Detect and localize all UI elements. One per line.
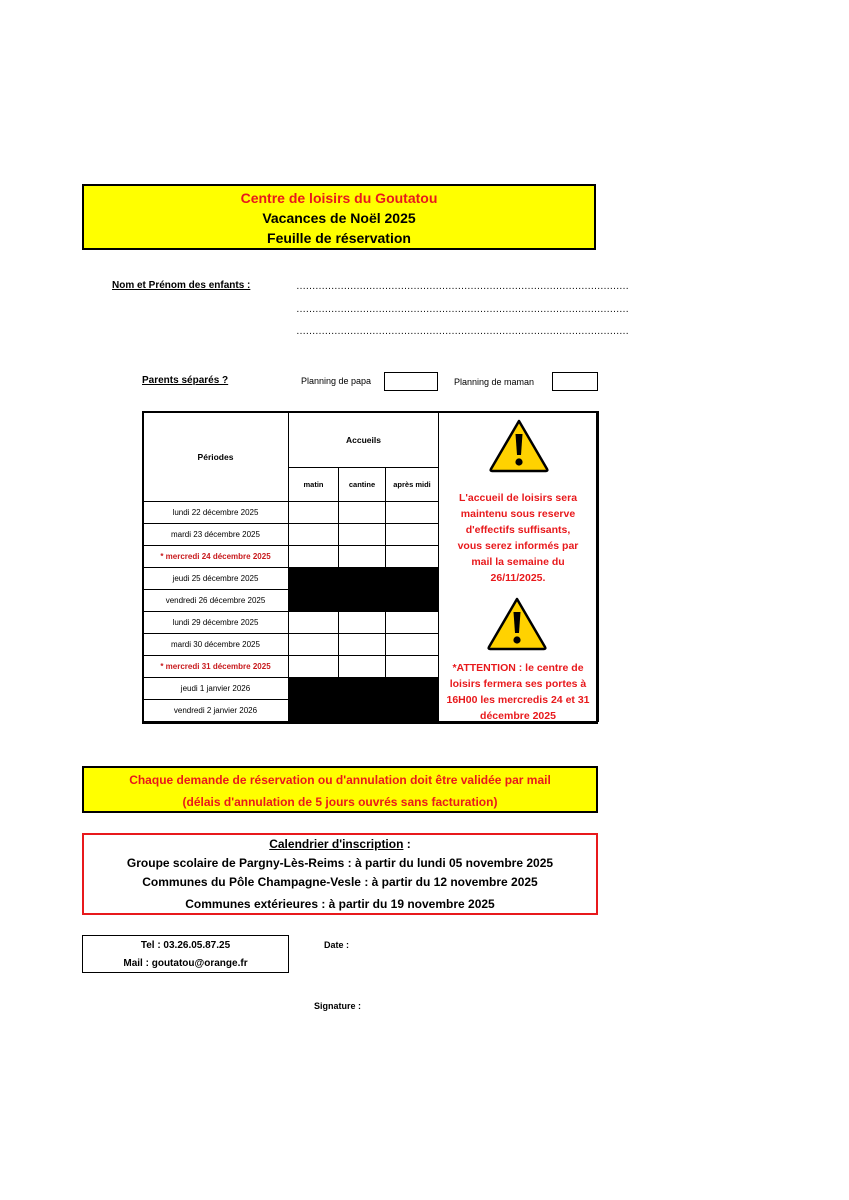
banner-line-1: Chaque demande de réservation ou d'annulation doit être validée par mail xyxy=(129,773,551,787)
cell-apres-midi[interactable] xyxy=(386,524,439,546)
cell-apres-midi[interactable] xyxy=(386,634,439,656)
name-line-2[interactable]: …………………………………………………………………………………………… xyxy=(296,304,629,315)
accueils-header: Accueils xyxy=(289,412,439,468)
closed-block xyxy=(289,678,439,722)
vacances-title: Vacances de Noël 2025 xyxy=(262,210,416,226)
warning-icon xyxy=(488,418,550,473)
row-date: jeudi 1 janvier 2026 xyxy=(143,678,289,700)
calendar-line-3: Communes extérieures : à partir du 19 novembre 2025 xyxy=(185,897,495,911)
feuille-title: Feuille de réservation xyxy=(267,230,411,246)
notice-effectifs: L'accueil de loisirs sera maintenu sous reserve d'effectifs suffisants, vous serez informés par mail la semaine du 26/11/2025. xyxy=(457,492,579,584)
row-date: lundi 29 décembre 2025 xyxy=(143,612,289,634)
cell-cantine[interactable] xyxy=(339,656,386,678)
contact-tel: Tel : 03.26.05.87.25 xyxy=(140,940,231,951)
calendar-line-1: Groupe scolaire de Pargny-Lès-Reims : à partir du lundi 05 novembre 2025 xyxy=(126,856,554,870)
cell-apres-midi[interactable] xyxy=(386,656,439,678)
row-date: * mercredi 31 décembre 2025 xyxy=(143,656,289,678)
header-box xyxy=(82,184,596,250)
cell-matin[interactable] xyxy=(289,612,339,634)
row-date: vendredi 26 décembre 2025 xyxy=(143,590,289,612)
date-label: Date : xyxy=(324,940,350,950)
cell-matin[interactable] xyxy=(289,524,339,546)
banner-line-2: (délais d'annulation de 5 jours ouvrés sans facturation) xyxy=(182,795,498,809)
cell-cantine[interactable] xyxy=(339,546,386,568)
cell-matin[interactable] xyxy=(289,656,339,678)
row-date: mardi 23 décembre 2025 xyxy=(143,524,289,546)
contact-box xyxy=(82,935,289,973)
cell-apres-midi[interactable] xyxy=(386,612,439,634)
notice-attention: *ATTENTION : le centre de loisirs fermera ses portes à 16H00 les mercredis 24 et 31 décembre 2025 xyxy=(446,662,590,722)
row-date: jeudi 25 décembre 2025 xyxy=(143,568,289,590)
centre-title: Centre de loisirs du Goutatou xyxy=(240,190,438,206)
row-date: mardi 30 décembre 2025 xyxy=(143,634,289,656)
planning-maman-label: Planning de maman xyxy=(454,377,535,387)
names-label: Nom et Prénom des enfants : xyxy=(112,280,251,291)
col-apres-midi: après midi xyxy=(386,468,439,502)
cell-matin[interactable] xyxy=(289,634,339,656)
calendar-line-2: Communes du Pôle Champagne-Vesle : à partir du 12 novembre 2025 xyxy=(142,875,538,889)
calendar-box xyxy=(82,833,598,915)
cell-cantine[interactable] xyxy=(339,524,386,546)
contact-mail[interactable]: Mail : goutatou@orange.fr xyxy=(123,958,248,969)
planning-papa-label: Planning de papa xyxy=(301,376,372,386)
planning-maman-checkbox[interactable] xyxy=(552,372,598,391)
cell-apres-midi[interactable] xyxy=(386,546,439,568)
periodes-header: Périodes xyxy=(143,412,289,502)
cell-cantine[interactable] xyxy=(339,502,386,524)
reservation-banner xyxy=(82,766,598,813)
cell-matin[interactable] xyxy=(289,502,339,524)
closed-block xyxy=(289,568,439,612)
name-line-1[interactable]: …………………………………………………………………………………………… xyxy=(296,281,629,292)
calendar-title-colon: : xyxy=(403,837,411,851)
row-date: vendredi 2 janvier 2026 xyxy=(143,700,289,722)
warning-icon xyxy=(486,596,548,651)
col-cantine: cantine xyxy=(339,468,386,502)
cell-cantine[interactable] xyxy=(339,634,386,656)
cell-apres-midi[interactable] xyxy=(386,502,439,524)
signature-label: Signature : xyxy=(314,1001,362,1011)
row-date: lundi 22 décembre 2025 xyxy=(143,502,289,524)
calendar-title: Calendrier d'inscription xyxy=(269,837,404,851)
parents-label: Parents séparés ? xyxy=(142,375,229,386)
name-line-3[interactable]: …………………………………………………………………………………………… xyxy=(296,326,629,337)
cell-matin[interactable] xyxy=(289,546,339,568)
planning-papa-checkbox[interactable] xyxy=(384,372,438,391)
col-matin: matin xyxy=(289,468,339,502)
cell-cantine[interactable] xyxy=(339,612,386,634)
row-date: * mercredi 24 décembre 2025 xyxy=(143,546,289,568)
